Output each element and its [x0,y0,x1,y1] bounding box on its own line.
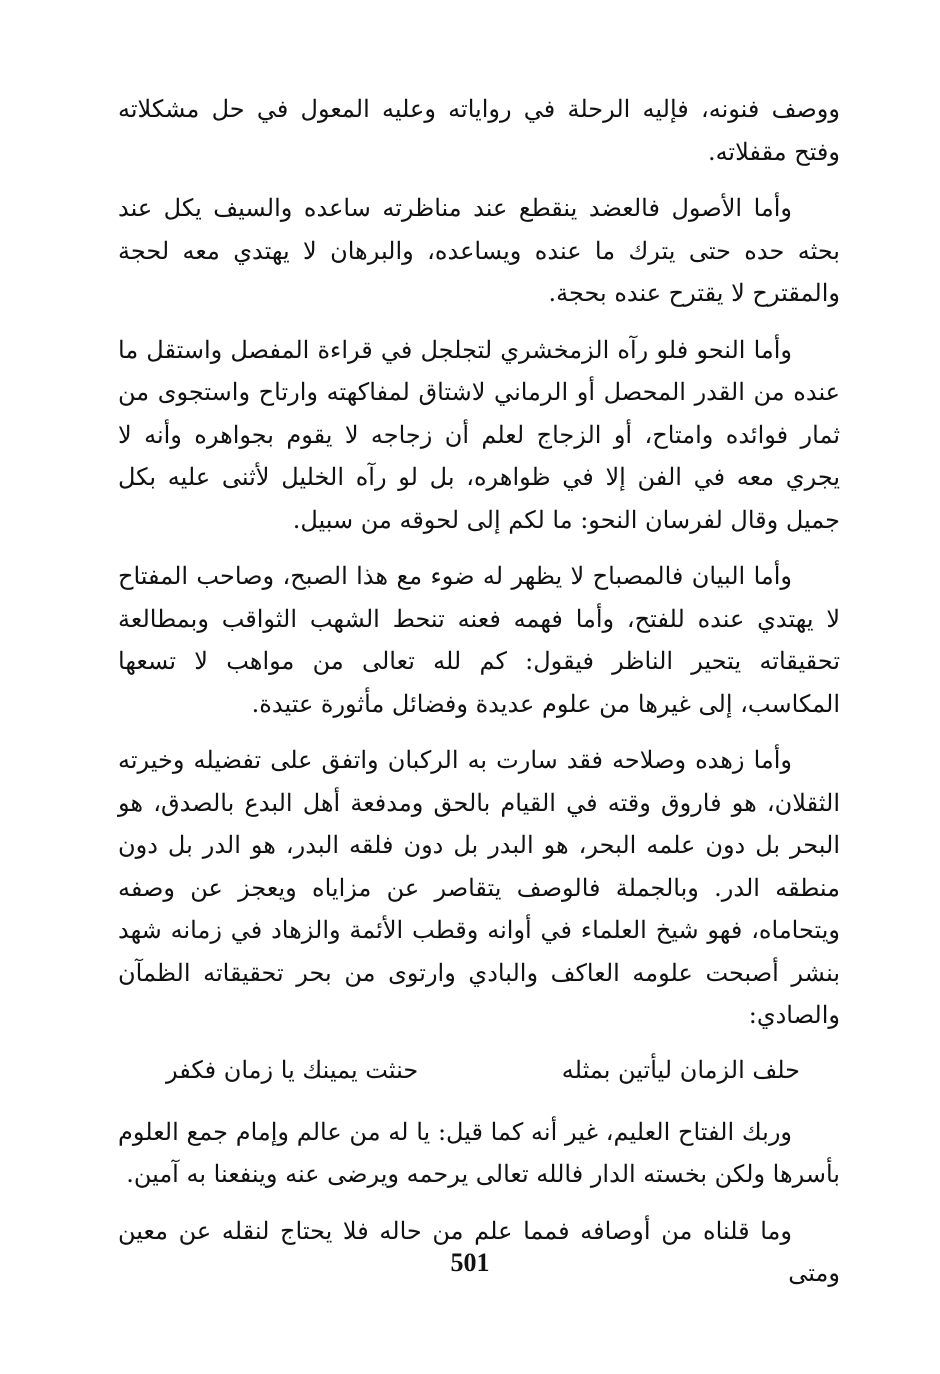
poem-second-hemistich: حنثت يمينك يا زمان فكفر [166,1055,419,1084]
page-number: 501 [450,1248,490,1277]
paragraph-1: ووصف فنونه، فإليه الرحلة في رواياته وعليه المعول في حل مشكلاته وفتح مقفلاته. [118,95,840,166]
paragraph-2: وأما الأصول فالعضد ينقطع عند مناظرته ساعده والسيف يكل عند بحثه حده حتى يترك ما عنده ويساعده، والبرهان لا يهتدي معه لحجة والمقترح لا يقترح عنده بحجة. [118,194,840,307]
document-page [118,88,840,1358]
paragraph-3: وأما النحو فلو رآه الزمخشري لتجلجل في قراءة المفصل واستقل ما عنده من القدر المحصل أو الرماني لاشتاق لمفاكهته وارتاح واستجوى من ثمار فوائده وامتاح، أو الزجاج لعلم أن زجاجه لا يقوم بجواهره وأنه لا يجري معه في الفن إلا في ظواهره، بل لو رآه الخليل لأثنى عليه بكل جميل وقال لفرسان النحو: ما لكم إلى لحوقه من سبيل. [118,335,840,534]
poem-verse [118,1049,840,1091]
paragraph-7: وما قلناه من أوصافه فمما علم من حاله فلا يحتاج لنقله عن معين ومتى [118,1216,840,1287]
poem-first-hemistich: حلف الزمان ليأتين بمثله [561,1055,800,1084]
paragraph-4: وأما البيان فالمصباح لا يظهر له ضوء مع هذا الصبح، وصاحب المفتاح لا يهتدي عنده للفتح، وأما فهمه فعنه تنحط الشهب الثواقب وبمطالعة تحقيقاته يتحير الناظر فيقول: كم لله تعالى من مواهب لا تسعها المكاسب، إلى غيرها من علوم عديدة وفضائل مأثورة عتيدة. [118,562,840,718]
paragraph-6: وربك الفتاح العليم، غير أنه كما قيل: يا له من عالم وإمام جمع العلوم بأسرها ولكن بخسته الدار فالله تعالى يرحمه ويرضى عنه وينفعنا به آمين. [118,1117,840,1188]
paragraph-5: وأما زهده وصلاحه فقد سارت به الركبان واتفق على تفضيله وخيرته الثقلان، هو فاروق وقته في القيام بالحق ومدفعة أهل البدع بالصدق، هو البحر بل دون علمه البحر، هو البدر بل دون فلقه البدر، هو الدر بل دون منطقه الدر. وبالجملة فالوصف يتقاصر عن مزاياه ويعجز عن وصفه ويتحاماه، فهو شيخ العلماء في أوانه وقطب الأئمة والزهاد في زمانه شهد بنشر أصبحت علومه العاكف والبادي وارتوى من بحر تحقيقاته الظمآن والصادي: [118,746,840,1029]
